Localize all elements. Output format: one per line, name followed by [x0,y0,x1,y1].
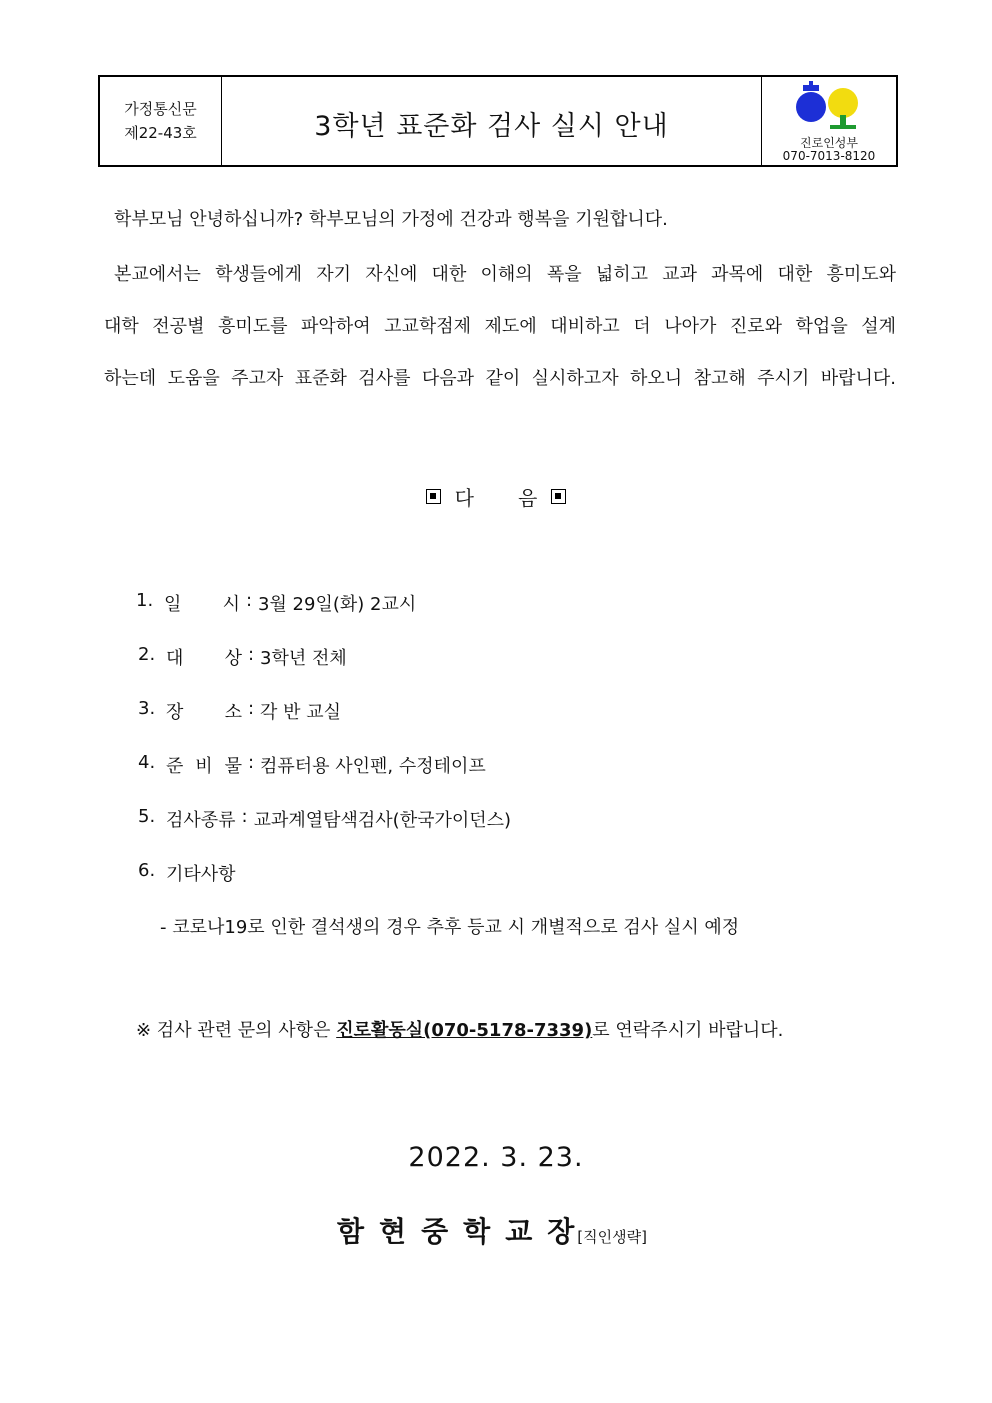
item-number: 1. [136,590,154,611]
item-number: 5. [138,806,156,827]
principal-name: 함현중학교장 [337,1215,590,1248]
contact-suffix: 로 연락주시기 바랍니다. [592,1020,784,1041]
square-bullet-icon [551,489,566,504]
item-label: 준 비 물 [166,756,242,777]
school-logo-icon [794,81,864,131]
contact-highlight: 진로활동실(070-5178-7339) [336,1020,593,1041]
heading-left: 다 [454,486,474,510]
dept-name: 진로인성부 [800,136,858,150]
section-heading [0,482,992,511]
dept-cell [761,77,896,165]
heading-right: 음 [518,486,538,510]
contact-prefix: ※ 검사 관련 문의 사항은 [136,1020,337,1041]
square-bullet-icon [426,489,441,504]
item-value: 교과계열탐색검사(한국가이던스) [253,810,512,831]
item-label: 대 상 [166,648,242,669]
item-separator: : [247,644,255,665]
item-value: 3학년 전체 [260,648,347,669]
list-item [136,590,416,616]
contact-note [136,1016,783,1042]
doc-title: 3학년 표준화 검사 실시 안내 [314,110,669,142]
list-item [138,644,347,670]
item-separator: : [247,698,255,719]
doc-info-cell [100,77,222,165]
dept-phone: 070-7013-8120 [782,149,876,163]
list-item [138,860,236,886]
list-item [138,806,511,832]
issue-date: 2022. 3. 23. [408,1142,584,1173]
greeting: 학부모님 안녕하십니까? 학부모님의 가정에 건강과 행복을 기원합니다. [114,209,668,230]
item-label: 기타사항 [166,864,236,885]
list-item [138,752,486,778]
signature [337,1210,647,1250]
body-line-2: 대학 전공별 흥미도를 파악하여 고교학점제 제도에 대비하고 더 나아가 진로와 학업을 설계 [104,316,896,337]
body-line-3: 하는데 도움을 주고자 표준화 검사를 다음과 같이 실시하고자 하오니 참고해 주시기 바랍니다. [104,368,896,389]
item-value: 컴퓨터용 사인펜, 수정테이프 [260,756,486,777]
item-number: 6. [138,860,156,881]
item-number: 2. [138,644,156,665]
item-separator: : [247,752,255,773]
item-label: 장 소 [166,702,242,723]
item-number: 3. [138,698,156,719]
list-item [138,698,341,724]
body-line-1: 본교에서는 학생들에게 자기 자신에 대한 이해의 폭을 넓히고 교과 과목에 대한 흥미도와 [114,264,896,285]
seal-omitted-note: [직인생략] [577,1228,647,1246]
item-separator: : [241,806,248,827]
doc-number: 제22-43호 [124,124,197,142]
item-value: 각 반 교실 [260,702,341,723]
item-separator: : [245,590,253,611]
item-label: 일 시 [164,594,240,615]
sub-note: - 코로나19로 인한 결석생의 경우 추후 등교 시 개별적으로 검사 실시 예정 [160,917,740,938]
item-number: 4. [138,752,156,773]
item-value: 3월 29일(화) 2교시 [258,594,417,615]
document-header [98,75,898,167]
item-label: 검사종류 [166,810,236,831]
doc-type: 가정통신문 [124,100,197,118]
